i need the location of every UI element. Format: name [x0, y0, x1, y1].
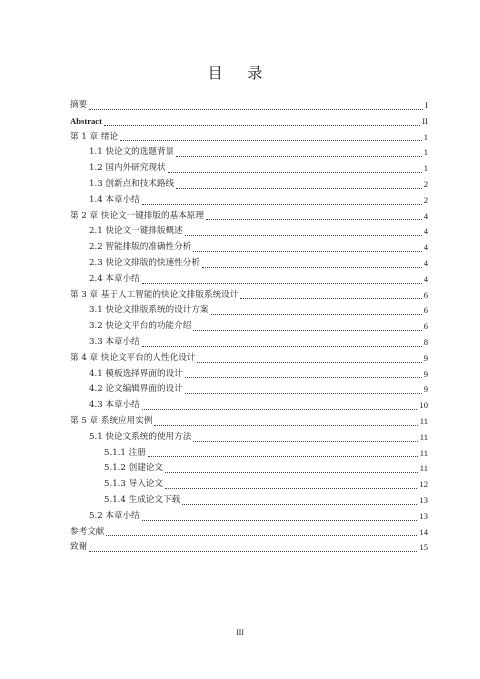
- toc-entry-page: 6: [423, 289, 428, 300]
- toc-entry-page: 2: [423, 178, 428, 189]
- toc-entry: [70, 430, 428, 446]
- toc-entry: [70, 256, 428, 272]
- toc-entry: [70, 398, 428, 414]
- toc-entry-page: 9: [423, 384, 428, 395]
- dot-leader: [193, 330, 421, 331]
- toc-entry-label: 第 5 章 系统应用实例: [70, 415, 153, 426]
- toc-entry: [70, 177, 428, 193]
- page-title: 目 录: [207, 64, 273, 82]
- toc-entry-page: 11: [419, 431, 428, 442]
- dot-leader: [193, 441, 417, 442]
- toc-entry-page: 13: [419, 510, 428, 521]
- dot-leader: [240, 298, 421, 299]
- dot-leader: [106, 535, 417, 536]
- dot-leader: [211, 314, 422, 315]
- toc-entry: [70, 98, 428, 114]
- toc-entry: [70, 335, 428, 351]
- toc-entry-label: 4.2 论文编辑界面的设计: [89, 384, 183, 395]
- toc-entry-label: Abstract: [70, 115, 102, 126]
- toc-entry-label: 5.1.4 生成论文下载: [104, 494, 181, 505]
- toc-entry-page: I: [425, 100, 428, 110]
- toc-entry-label: 第 3 章 基于人工智能的快论文排版系统设计: [70, 289, 239, 300]
- toc-entry-label: 第 4 章 快论文平台的人性化设计: [70, 352, 196, 363]
- dot-leader: [142, 283, 422, 284]
- dot-leader: [148, 456, 418, 457]
- toc-entry-page: 11: [419, 463, 428, 474]
- toc-entry: [70, 351, 428, 367]
- toc-entry-label: 参考文献: [70, 526, 105, 537]
- toc-entry-page: 6: [423, 321, 428, 332]
- toc-entry-page: 13: [419, 494, 428, 505]
- toc-entry-page: 4: [423, 273, 428, 284]
- toc-entry-page: 1: [423, 163, 428, 174]
- dot-leader: [185, 393, 422, 394]
- toc-entry-label: 5.1.1 注册: [104, 447, 146, 458]
- toc-entry: [70, 367, 428, 383]
- dot-leader: [165, 472, 418, 473]
- toc-entry: [70, 540, 428, 556]
- toc-entry-page: II: [422, 115, 428, 126]
- toc-entry: [70, 477, 428, 493]
- toc-entry: [70, 414, 428, 430]
- toc-entry-label: 2.4 本章小结: [89, 273, 140, 284]
- toc-entry: [70, 145, 428, 161]
- dot-leader: [120, 140, 422, 141]
- dot-leader: [142, 204, 422, 205]
- toc-entry: [70, 114, 428, 130]
- toc-entry: [70, 461, 428, 477]
- dot-leader: [104, 125, 420, 126]
- toc-entry-label: 5.1.2 创建论文: [104, 463, 163, 474]
- toc-entry: [70, 193, 428, 209]
- dot-leader: [154, 425, 417, 426]
- dot-leader: [176, 188, 422, 189]
- toc-entry-label: 2.2 智能排版的准确性分析: [89, 242, 192, 253]
- toc-entry-page: 9: [423, 352, 428, 363]
- toc-entry-label: 1.3 创新点和技术路线: [89, 178, 175, 189]
- toc-entry: [70, 130, 428, 146]
- dot-leader: [165, 488, 417, 489]
- toc-entry-label: 第 2 章 快论文一键排版的基本原理: [70, 210, 204, 221]
- toc-entry-page: 1: [423, 147, 428, 158]
- toc-entry-label: 5.1 快论文系统的使用方法: [89, 431, 192, 442]
- dot-leader: [168, 172, 422, 173]
- dot-leader: [182, 504, 417, 505]
- toc-entry-label: 5.2 本章小结: [89, 510, 140, 521]
- toc-entry-label: 1.1 快论文的选题背景: [89, 147, 175, 158]
- toc-entry: [70, 272, 428, 288]
- dot-leader: [176, 156, 422, 157]
- toc-entry-label: 4.1 模板选择界面的设计: [89, 368, 183, 379]
- toc-entry-label: 3.2 快论文平台的功能介绍: [89, 321, 192, 332]
- dot-leader: [197, 362, 421, 363]
- toc-entry-label: 1.2 国内外研究现状: [89, 163, 166, 174]
- toc-entry-label: 2.3 快论文排版的快速性分析: [89, 257, 200, 268]
- toc-entry: [70, 224, 428, 240]
- toc-entry-page: 6: [423, 305, 428, 316]
- toc-entry-page: 4: [423, 210, 428, 221]
- toc-entry-label: 3.1 快论文排版系统的设计方案: [89, 305, 209, 316]
- toc-entry-page: 15: [419, 542, 428, 553]
- toc-entry: [70, 161, 428, 177]
- toc-entry-page: 8: [423, 336, 428, 347]
- toc-entry-label: 5.1.3 导入论文: [104, 479, 163, 490]
- dot-leader: [89, 551, 417, 552]
- toc-entry: [70, 240, 428, 256]
- toc-entry: [70, 209, 428, 225]
- toc-entry-label: 致谢: [70, 542, 88, 553]
- dot-leader: [142, 346, 422, 347]
- dot-leader: [89, 109, 423, 110]
- toc-entry-page: 9: [423, 368, 428, 379]
- dot-leader: [202, 267, 422, 268]
- toc-entry-page: 11: [419, 415, 428, 426]
- toc-entry: [70, 382, 428, 398]
- toc-entry-page: 4: [423, 257, 428, 268]
- toc-entry-page: 11: [419, 447, 428, 458]
- dot-leader: [206, 219, 422, 220]
- toc-entry: [70, 319, 428, 335]
- toc-entry-page: 14: [419, 526, 428, 537]
- toc-entry-label: 2.1 快论文一键排版概述: [89, 226, 183, 237]
- toc-entry-label: 第 1 章 绪论: [70, 131, 119, 142]
- toc-entry-label: 3.3 本章小结: [89, 336, 140, 347]
- toc-entry-page: 4: [423, 226, 428, 237]
- toc-entry: [70, 288, 428, 304]
- toc-entry-page: 1: [423, 131, 428, 142]
- toc-entry-label: 4.3 本章小结: [89, 400, 140, 411]
- dot-leader: [185, 377, 422, 378]
- page-number: III: [236, 628, 244, 637]
- toc-entry: [70, 525, 428, 541]
- toc-entry-label: 1.4 本章小结: [89, 194, 140, 205]
- toc-entry-page: 2: [423, 194, 428, 205]
- toc-entry-label: 摘要: [70, 100, 88, 110]
- toc-entry-page: 10: [419, 400, 428, 411]
- toc-entry-page: 12: [419, 479, 428, 490]
- table-of-contents: [70, 98, 428, 556]
- toc-entry: [70, 509, 428, 525]
- toc-entry: [70, 303, 428, 319]
- toc-entry: [70, 493, 428, 509]
- toc-entry-page: 4: [423, 242, 428, 253]
- dot-leader: [142, 520, 418, 521]
- dot-leader: [142, 409, 418, 410]
- dot-leader: [185, 235, 422, 236]
- toc-entry: [70, 446, 428, 462]
- dot-leader: [193, 251, 421, 252]
